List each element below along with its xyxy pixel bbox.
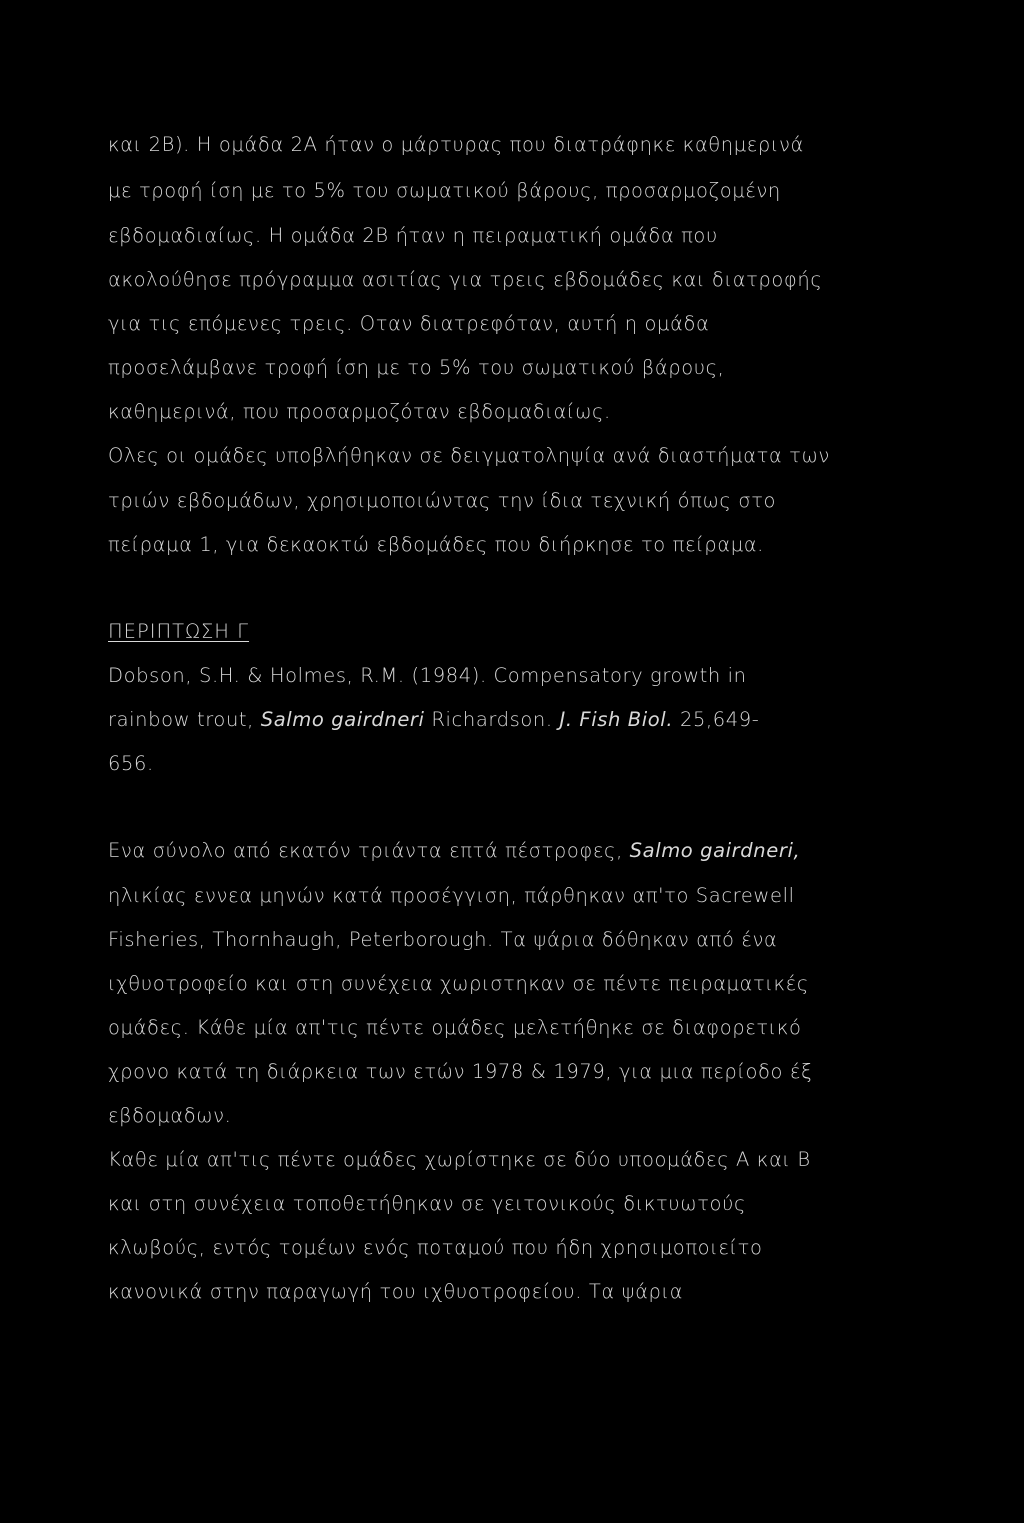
text-line: ηλικίας εννεα μηνών κατά προσέγγιση, πάρθηκαν απ'το Sacrewell: [108, 884, 795, 907]
species-name-italic: Salmo gairdneri,: [629, 839, 801, 862]
text-line: ιχθυοτροφείο και στη συνέχεια χωριστηκαν σε πέντε πειραματικές: [108, 972, 809, 995]
reference-line: 656.: [108, 752, 154, 775]
text-line: με τροφή ίση με το 5% του σωματικού βάρους, προσαρμοζομένη: [108, 179, 781, 202]
text-line: χρονο κατά τη διάρκεια των ετών 1978 & 1979, για μια περίοδο έξ: [108, 1060, 813, 1083]
text-line: εβδομαδιαίως. Η ομάδα 2Β ήταν η πειραματική ομάδα που: [108, 224, 718, 247]
text-line: ακολούθησε πρόγραμμα ασιτίας για τρεις εβδομάδες και διατροφής: [108, 268, 823, 291]
text-line: ομάδες. Κάθε μία απ'τις πέντε ομάδες μελετήθηκε σε διαφορετικό: [108, 1016, 802, 1039]
text-line: κανονικά στην παραγωγή του ιχθυοτροφείου. Τα ψάρια: [108, 1280, 684, 1303]
text-line: καθημερινά, που προσαρμοζόταν εβδομαδιαίως.: [108, 400, 611, 423]
species-name: [630, 839, 801, 862]
reference-text: 25,649-: [673, 708, 760, 731]
text-line: εβδομαδων.: [108, 1104, 232, 1127]
text-line: [108, 838, 800, 864]
text-line: και 2Β). Η ομάδα 2Α ήταν ο μάρτυρας που διατράφηκε καθημερινά: [108, 133, 804, 156]
text-line: τριών εβδομάδων, χρησιμοποιώντας την ίδια τεχνική όπως στο: [108, 489, 777, 512]
reference-line: Dobson, S.H. & Holmes, R.M. (1984). Compensatory growth in: [108, 664, 747, 687]
journal-name: J. Fish Biol.: [559, 708, 674, 731]
reference-text: rainbow trout,: [108, 708, 261, 731]
species-name: Salmo gairdneri: [260, 708, 425, 731]
text-line: και στη συνέχεια τοποθετήθηκαν σε γειτονικούς δικτυωτούς: [108, 1192, 747, 1215]
text-line: Καθε μία απ'τις πέντε ομάδες χωρίστηκε σε δύο υποομάδες Α και Β: [108, 1148, 811, 1171]
reference-line: [108, 707, 759, 733]
text-line: Fisheries, Thornhaugh, Peterborough. Τα ψάρια δόθηκαν από ένα: [108, 928, 778, 951]
section-heading: ΠΕΡΙΠΤΩΣΗ Γ: [108, 620, 250, 643]
reference-text: Richardson.: [424, 708, 560, 731]
text-line: Ολες οι ομάδες υποβλήθηκαν σε δειγματοληψία ανά διαστήματα των: [108, 444, 830, 467]
paragraph-text: Ενα σύνολο από εκατόν τριάντα επτά πέστροφες,: [108, 839, 630, 862]
text-line: κλωβούς, εντός τομέων ενός ποταμού που ήδη χρησιμοποιείτο: [108, 1236, 763, 1259]
text-line: για τις επόμενες τρεις. Οταν διατρεφόταν, αυτή η ομάδα: [108, 312, 710, 335]
text-line: πείραμα 1, για δεκαοκτώ εβδομάδες που διήρκησε το πείραμα.: [108, 533, 764, 556]
text-line: προσελάμβανε τροφή ίση με το 5% του σωματικού βάρους,: [108, 356, 725, 379]
